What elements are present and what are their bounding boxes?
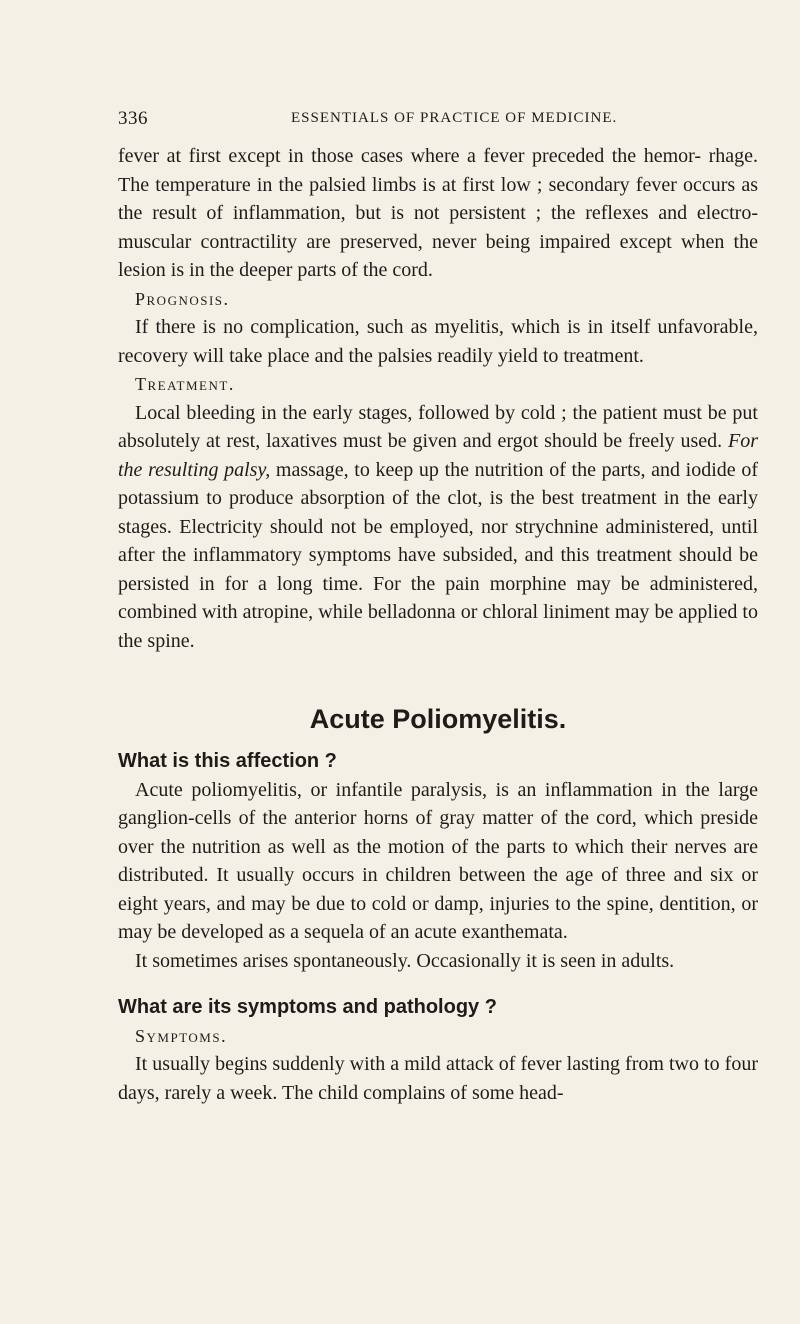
symptoms-heading: Symptoms. — [135, 1025, 228, 1046]
question-symptoms: What are its symptoms and pathology ? — [118, 996, 497, 1018]
answer-affection-paragraph: Acute poliomyelitis, or infantile paralysis, is an inflammation in the large ganglion-cells of the anterior horns of gray matter of the cord, which preside over the nutrition as well as the motion of the parts to which their nerves are distributed. It usually occurs in children between the age of three and six or eight years, and may be due to cold or damp, injuries to the spine, dentition, or may be developed as a sequela of an acute exanthemata. — [118, 778, 758, 943]
section-title: Acute Poliomyelitis. — [309, 704, 567, 734]
question-affection: What is this affection ? — [118, 750, 337, 772]
treatment-italic-phrase: For the resulting palsy, — [118, 430, 758, 481]
answer-affection-followup: It sometimes arises spontaneously. Occasionally it is seen in adults. — [135, 949, 675, 972]
page-number: 336 — [118, 108, 148, 129]
prognosis-heading: Prognosis. — [135, 288, 230, 309]
page-body — [118, 142, 758, 1107]
treatment-paragraph — [118, 399, 758, 656]
prognosis-paragraph: If there is no complication, such as myelitis, which is in itself unfavorable, recovery will take place and the palsies readily yield to treatment. — [118, 316, 758, 367]
treatment-text-2: massage, to keep up the nutrition of the parts, and iodide of potassium to produce absorption of the clot, is the best treatment in the early stages. Electricity should not be employed, nor strychnine administered, until after the inflammatory symptoms have subsided, and this treatment should be persisted in for a long time. For the pain morphine may be administered, combined with atropine, while belladonna or chloral liniment may be applied to the spine. — [118, 458, 758, 652]
page-header — [118, 108, 758, 132]
running-head: ESSENTIALS OF PRACTICE OF MEDICINE. — [291, 110, 618, 126]
symptoms-paragraph: It usually begins suddenly with a mild attack of fever lasting from two to four days, rarely a week. The child complains of some head- — [118, 1053, 758, 1104]
treatment-heading: Treatment. — [135, 374, 235, 394]
treatment-text-1: Local bleeding in the early stages, followed by cold ; the patient must be put absolutely at rest, laxatives must be given and ergot should be freely used. — [118, 401, 758, 452]
continuation-paragraph: fever at first except in those cases where a fever preceded the hemor- rhage. The temperature in the palsied limbs is at first low ; secondary fever occurs as the result of inflammation, but is not persistent ; the reflexes and electro-muscular contractility are preserved, never being impaired except when the lesion is in the deeper parts of the cord. — [118, 145, 758, 281]
